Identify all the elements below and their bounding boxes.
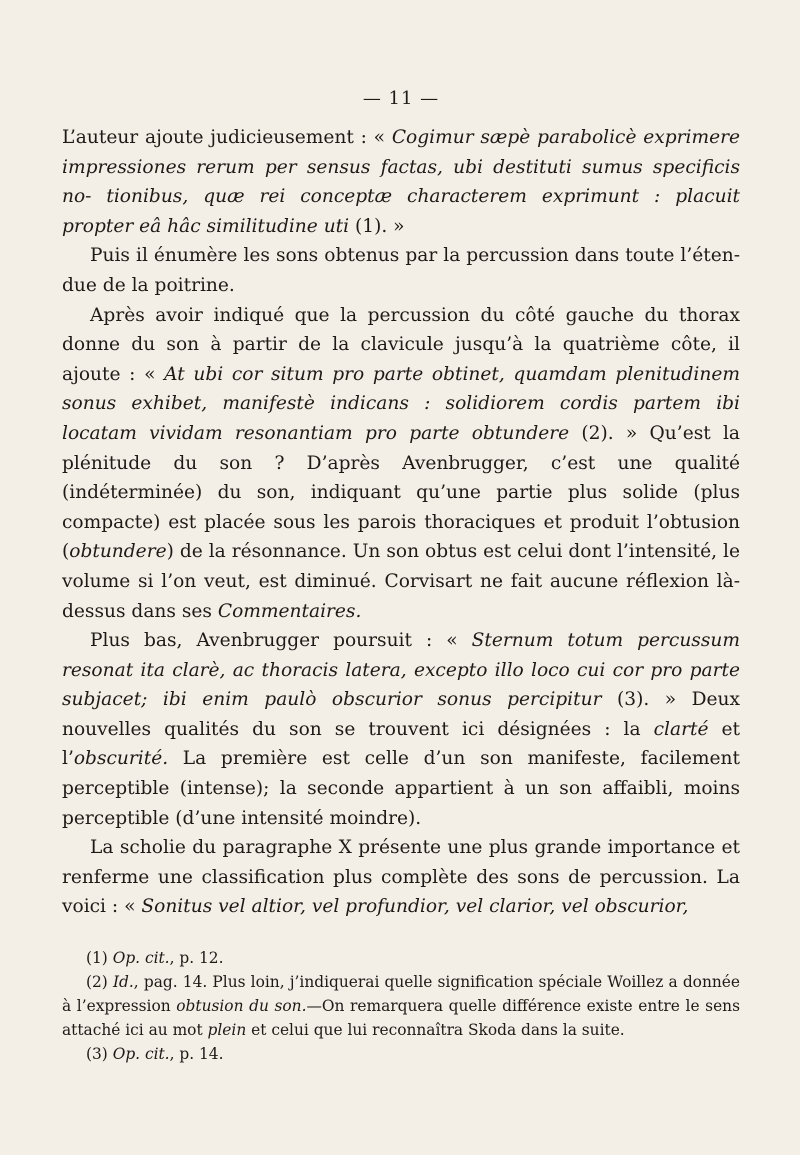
page-number: — 11 — — [362, 88, 440, 109]
footnote — [62, 1042, 740, 1066]
text-run: (2) — [86, 973, 113, 992]
italic-text: plein — [207, 1021, 247, 1040]
italic-text: At ubi cor situm pro parte obtinet, quamdam plenitudinem sonus exhibet, manifestè indicans : solidiorem cordis partem ibi locatam vividam resonantiam pro parte obtundere — [62, 363, 740, 444]
text-run: La scholie du paragraphe X présente une plus grande importance et renferme une classification plus complète des sons de percussion. La voici : « — [62, 837, 740, 918]
paragraph — [62, 626, 740, 833]
text-run: et l’ — [62, 718, 740, 770]
italic-text: clarté — [653, 718, 709, 740]
text-run: , pag. 14. Plus loin, j’indiquerai quelle signification spéciale Woillez a donnée à l’expression — [62, 973, 740, 1016]
italic-text: obscurité. — [73, 748, 169, 770]
text-run: (1) — [86, 949, 113, 968]
italic-text: Op. cit. — [112, 1045, 170, 1064]
text-run: (3) — [86, 1045, 113, 1064]
text-run: et celui que lui reconnaîtra Skoda dans la suite. — [246, 1021, 625, 1040]
italic-text: obtundere — [69, 541, 167, 563]
text-run: (1). » — [349, 215, 405, 237]
text-run: , p. 14. — [169, 1045, 224, 1064]
text-run: La première est celle d’un son manifeste, facilement perceptible (intense); la seconde appartient à un son affaibli, moins perceptible (d’une intensité moindre). — [62, 748, 740, 829]
italic-text: Cogimur sæpè parabolicè exprimere impressiones rerum per sensus factas, ubi destituti sumus specificis no- tionibus, quæ rei conceptæ characterem exprimunt : placuit propter eâ hâc similitudine uti — [62, 127, 740, 237]
text-run: —On remarquera quelle différence existe entre le sens attaché ici au mot — [62, 997, 740, 1040]
footnotes — [62, 946, 740, 1066]
paragraph — [62, 833, 740, 922]
italic-text: Id. — [112, 973, 134, 992]
footnote — [62, 946, 740, 970]
text-run: Plus bas, Avenbrugger poursuit : « — [90, 630, 472, 652]
footnote — [62, 970, 740, 1042]
text-run: L’auteur ajoute judicieusement : « — [62, 127, 392, 148]
paragraph — [62, 123, 740, 241]
italic-text: Commentaires. — [217, 600, 362, 622]
italic-text: Sonitus vel altior, vel profundior, vel clarior, vel obscurior, — [141, 896, 689, 918]
text-run: Après avoir indiqué que la percussion du côté gauche du thorax donne du son à partir de la clavicule jusqu’à la quatrième côte, il ajoute : « — [62, 304, 740, 385]
italic-text: obtusion du son. — [176, 997, 307, 1016]
paragraph — [62, 301, 740, 627]
body-text — [62, 123, 740, 922]
text-run: , p. 12. — [169, 949, 224, 968]
text-run: (3). » Deux nouvelles qualités du son se trouvent ici désignées : la — [62, 689, 740, 740]
text-run: Puis il énumère les sons obtenus par la percussion dans toute l’éten- due de la poitrine. — [62, 245, 740, 296]
italic-text: Sternum totum percussum resonat ita clarè, ac thoracis latera, excepto illo loco cui cor pro parte subjacet; ibi enim paulò obscurior sonus percipitur — [62, 630, 740, 711]
italic-text: Op. cit. — [112, 949, 170, 968]
paragraph — [62, 241, 740, 300]
text-run: (2). » Qu’est la plénitude du son ? D’après Avenbrugger, c’est une qualité (indéterminée) du son, indiquant qu’une partie plus solide (plus compacte) est placée sous les parois thoraciques et produit l’obtusion ( — [62, 422, 741, 563]
text-run: ) de la résonnance. Un son obtus est celui dont l’intensité, le volume si l’on veut, est diminué. Corvisart ne fait aucune réflexion là-dessus dans ses — [62, 541, 740, 622]
